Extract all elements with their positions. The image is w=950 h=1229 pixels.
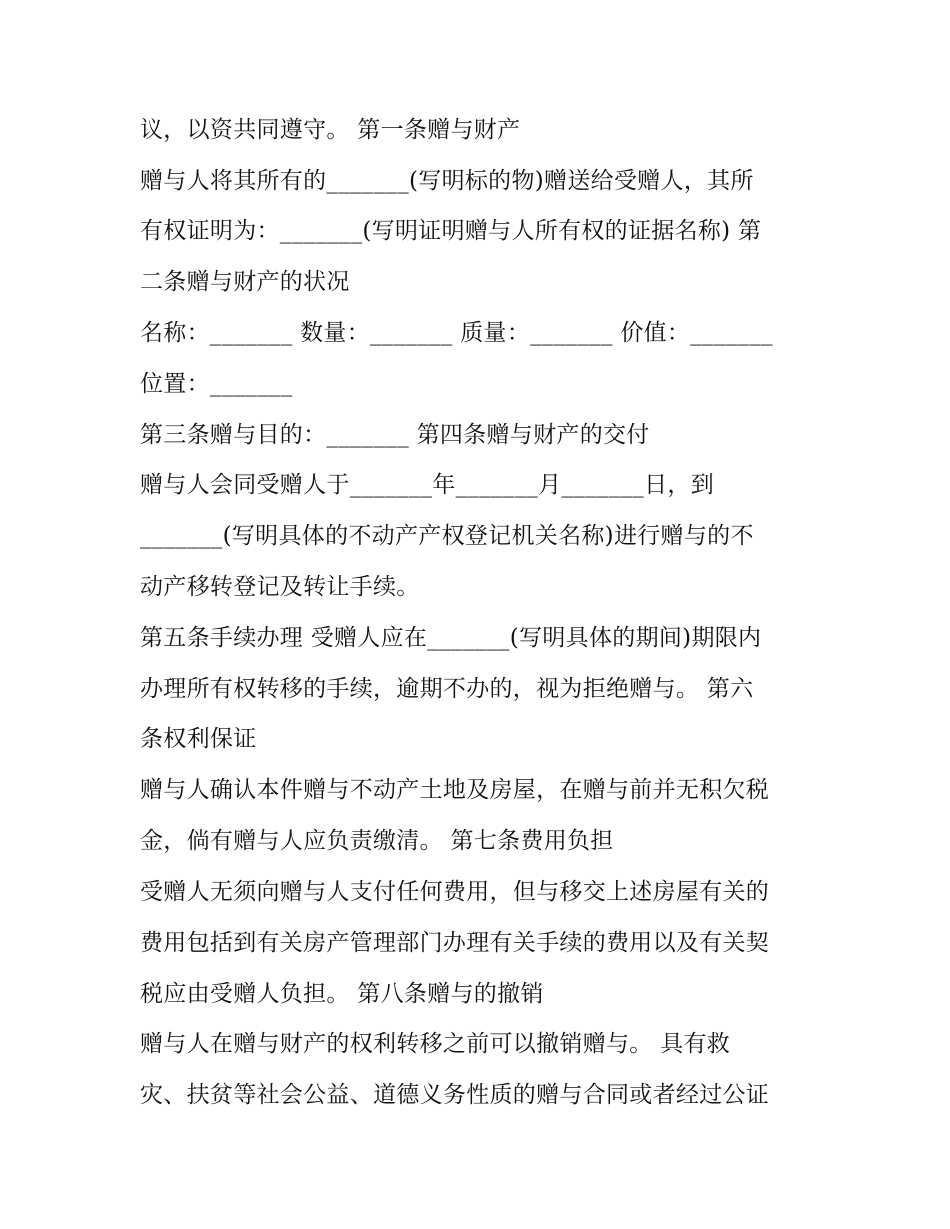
text-line: 赠与人在赠与财产的权利转移之前可以撤销赠与。 具有救 — [140, 1031, 731, 1057]
text-line: 议，以资共同遵守。 第一条赠与财产 — [140, 117, 521, 143]
text-line: 第五条手续办理 受赠人应在_______(写明具体的期间)期限内 — [140, 625, 762, 651]
text-line: 金，倘有赠与人应负责缴清。 第七条费用负担 — [140, 828, 614, 854]
text-line: 赠与人会同受赠人于_______年_______月_______日，到 — [140, 472, 714, 498]
text-line: 第三条赠与目的：_______ 第四条赠与财产的交付 — [140, 422, 650, 448]
text-line: 办理所有权转移的手续，逾期不办的，视为拒绝赠与。 第六 — [140, 676, 754, 702]
text-line: 灾、扶贫等社会公益、道德义务性质的赠与合同或者经过公证 — [140, 1082, 770, 1108]
text-line: 位置：_______ — [140, 371, 293, 397]
text-line: 有权证明为：_______(写明证明赠与人所有权的证据名称) 第 — [140, 218, 762, 244]
text-line: 赠与人将其所有的_______(写明标的物)赠送给受赠人，其所 — [140, 168, 754, 194]
text-line: 受赠人无须向赠与人支付任何费用，但与移交上述房屋有关的 — [140, 879, 770, 905]
text-line: 二条赠与财产的状况 — [140, 269, 350, 295]
text-line: 税应由受赠人负担。 第八条赠与的撤销 — [140, 981, 544, 1007]
text-line: 费用包括到有关房产管理部门办理有关手续的费用以及有关契 — [140, 930, 770, 956]
text-line: 动产移转登记及转让手续。 — [140, 574, 420, 600]
text-line: _______(写明具体的不动产产权登记机关名称)进行赠与的不 — [140, 523, 754, 549]
text-line: 赠与人确认本件赠与不动产土地及房屋，在赠与前并无积欠税 — [140, 777, 770, 803]
text-line: 条权利保证 — [140, 726, 257, 752]
text-line: 名称：_______ 数量：_______ 质量：_______ 价值：_______ — [140, 320, 773, 346]
